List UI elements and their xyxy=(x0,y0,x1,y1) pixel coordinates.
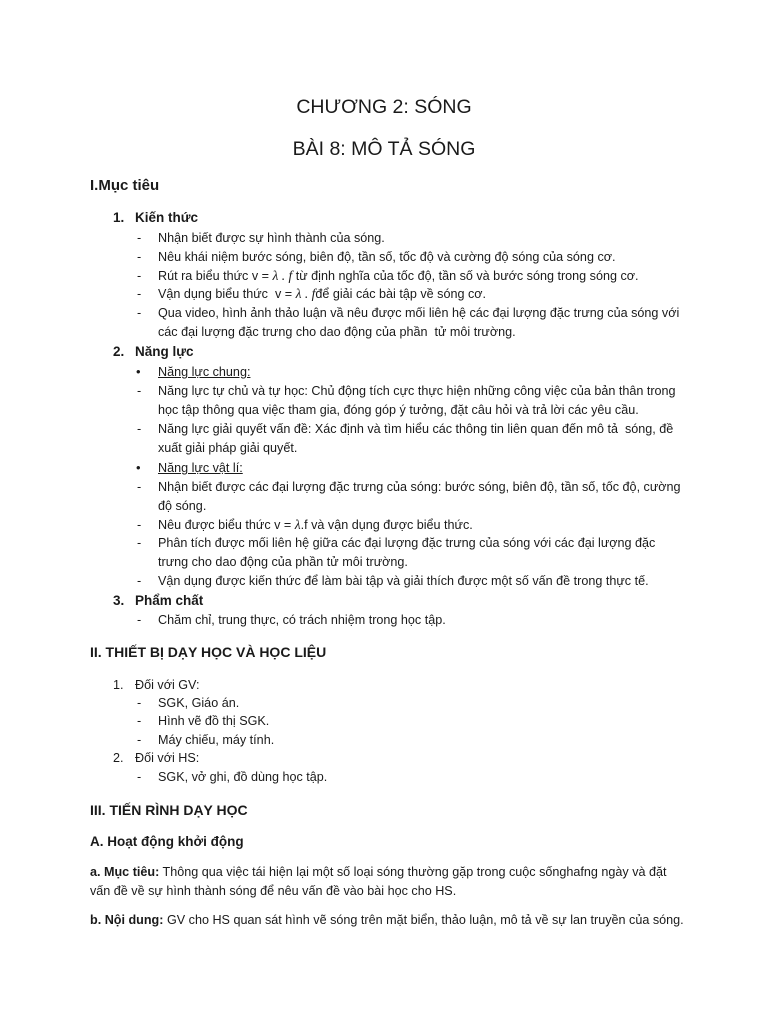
list-item xyxy=(137,535,697,569)
list-item-text: Phân tích được mối liên hệ giữa các đại lượng đặc trưng của sóng với các đại lượng đặc xyxy=(158,536,656,550)
bullet-marker: • xyxy=(136,364,141,379)
formula-prefix-text: Vận dụng biểu thức v = xyxy=(158,287,296,301)
list-item xyxy=(137,230,697,246)
list-item-text: Nhận biết được các đại lượng đặc trưng của sóng: bước sóng, biên độ, tần số, tốc độ, cường xyxy=(158,480,681,494)
math-expression: λ . f xyxy=(295,286,316,301)
dash-marker: - xyxy=(137,480,142,494)
group-number: 1. xyxy=(113,678,124,692)
section-heading-equipment: II. THIẾT BỊ DẠY HỌC VÀ HỌC LIỆU xyxy=(90,644,327,660)
group-title: Đối với HS: xyxy=(135,751,200,765)
list-item xyxy=(137,612,697,628)
list-item-text: SGK, vở ghi, đồ dùng học tập. xyxy=(158,770,328,784)
dash-marker: - xyxy=(137,733,142,747)
dash-marker: - xyxy=(137,231,142,245)
list-item-text: Nêu khái niệm bước sóng, biên độ, tần số, tốc độ và cường độ sóng của sóng cơ. xyxy=(158,250,616,264)
content-line xyxy=(90,912,684,928)
dash-marker: - xyxy=(137,536,142,550)
activity-content xyxy=(90,912,690,928)
list-item-text: Chăm chỉ, trung thực, có trách nhiệm trong học tập. xyxy=(158,613,446,627)
subsection-knowledge xyxy=(113,209,413,227)
bullet-marker: • xyxy=(136,460,141,475)
list-item-text: Nhận biết được sự hình thành của sóng. xyxy=(158,231,385,245)
list-item-text: SGK, Giáo án. xyxy=(158,696,240,710)
list-item xyxy=(137,695,697,711)
competency-group-physics xyxy=(137,460,697,476)
content-label: b. Nội dung: xyxy=(90,913,164,927)
list-item-text: Máy chiếu, máy tính. xyxy=(158,733,275,747)
list-item xyxy=(137,732,697,748)
activity-objective xyxy=(90,864,690,898)
list-item xyxy=(137,268,697,284)
list-item-text: độ sóng. xyxy=(158,499,207,513)
group-title: Đối với GV: xyxy=(135,678,200,692)
subsection-title: Phẩm chất xyxy=(135,593,204,608)
dash-marker: - xyxy=(137,714,142,728)
dash-marker: - xyxy=(137,613,142,627)
subsection-number: 3. xyxy=(113,593,125,608)
list-item xyxy=(137,249,697,265)
equipment-group-student xyxy=(113,750,413,766)
subsection-title: Kiến thức xyxy=(135,210,199,225)
math-expression: λ . f xyxy=(272,268,293,283)
dash-marker: - xyxy=(137,269,142,283)
list-item xyxy=(137,573,697,589)
list-item-text: Năng lực tự chủ và tự học: Chủ động tích cực thực hiện những công việc của bản thân trong xyxy=(158,384,676,398)
subsection-number: 1. xyxy=(113,210,125,225)
dash-marker: - xyxy=(137,770,142,784)
list-item-text xyxy=(158,517,473,533)
section-heading-objectives: I.Mục tiêu xyxy=(90,177,160,194)
dash-marker: - xyxy=(137,574,142,588)
dash-marker: - xyxy=(137,696,142,710)
subsection-title: Năng lực xyxy=(135,344,194,359)
list-item-text xyxy=(158,286,486,302)
list-item xyxy=(137,421,697,455)
objective-label: a. Mục tiêu: xyxy=(90,865,160,879)
objective-text: Thông qua việc tái hiện lại một số loại sóng thường gặp trong cuộc sốnghafng ngày và đặt xyxy=(159,865,667,879)
chapter-title: CHƯƠNG 2: SÓNG xyxy=(296,96,472,118)
content-text: GV cho HS quan sát hình vẽ sóng trên mặt biển, thảo luận, mô tả về sự lan truyền của sóng. xyxy=(163,913,684,927)
list-item xyxy=(137,517,697,533)
dash-marker: - xyxy=(137,518,142,532)
math-expression: λ xyxy=(294,517,301,532)
list-item xyxy=(137,305,697,339)
section-heading-procedure: III. TIẾN RÌNH DẠY HỌC xyxy=(90,802,248,818)
dash-marker: - xyxy=(137,422,142,436)
lesson-title: BÀI 8: MÔ TẢ SÓNG xyxy=(292,138,476,160)
subsection-qualities xyxy=(113,592,413,610)
list-item xyxy=(137,479,697,513)
competency-group-general xyxy=(137,364,697,380)
list-item xyxy=(137,713,697,729)
objective-line xyxy=(90,864,667,880)
list-item xyxy=(137,769,697,785)
list-item-text: Vận dụng được kiến thức để làm bài tập và giải thích được một số vấn đề trong thực tế. xyxy=(158,574,649,588)
list-item xyxy=(137,383,697,417)
list-item-text: trưng cho dao động của phần tử môi trường. xyxy=(158,555,408,569)
list-item xyxy=(137,286,697,302)
objective-text: vấn đề về sự hình thành sóng để nêu vấn đề vào bài học cho HS. xyxy=(90,884,457,898)
list-item-text: học tập thông qua việc tham gia, đóng góp ý tưởng, đặt câu hỏi và trả lời các yêu cầu. xyxy=(158,403,639,417)
formula-suffix-text: .f và vận dụng được biểu thức. xyxy=(300,518,473,532)
dash-marker: - xyxy=(137,250,142,264)
list-item-text xyxy=(158,268,639,284)
competency-group-heading: Năng lực vật lí: xyxy=(158,461,243,475)
list-item-text: các đại lượng đặc trưng cho dao động của phần tử môi trường. xyxy=(158,325,516,339)
competency-group-heading: Năng lực chung: xyxy=(158,365,251,379)
subsection-competencies xyxy=(113,343,413,361)
list-item-text: xuất giải pháp giải quyết. xyxy=(158,441,298,455)
dash-marker: - xyxy=(137,306,142,320)
subsection-number: 2. xyxy=(113,344,125,359)
formula-prefix-text: Rút ra biểu thức v = xyxy=(158,269,273,283)
list-item-text: Hình vẽ đồ thị SGK. xyxy=(158,714,270,728)
dash-marker: - xyxy=(137,287,142,301)
activity-title: A. Hoạt động khởi động xyxy=(90,834,244,849)
formula-suffix-text: từ định nghĩa của tốc độ, tần số và bước sóng trong sóng cơ. xyxy=(292,269,639,283)
formula-suffix-text: để giải các bài tập về sóng cơ. xyxy=(315,287,487,301)
equipment-group-teacher xyxy=(113,677,413,693)
list-item-text: Qua video, hình ảnh thảo luận vầ nêu được mối liên hệ các đại lượng đặc trưng của sóng với xyxy=(158,306,680,320)
formula-prefix-text: Nêu được biểu thức v = xyxy=(158,518,295,532)
dash-marker: - xyxy=(137,384,142,398)
group-number: 2. xyxy=(113,751,124,765)
list-item-text: Năng lực giải quyết vấn đề: Xác định và tìm hiểu các thông tin liên quan đến mô tả sóng, đề xyxy=(158,422,674,436)
